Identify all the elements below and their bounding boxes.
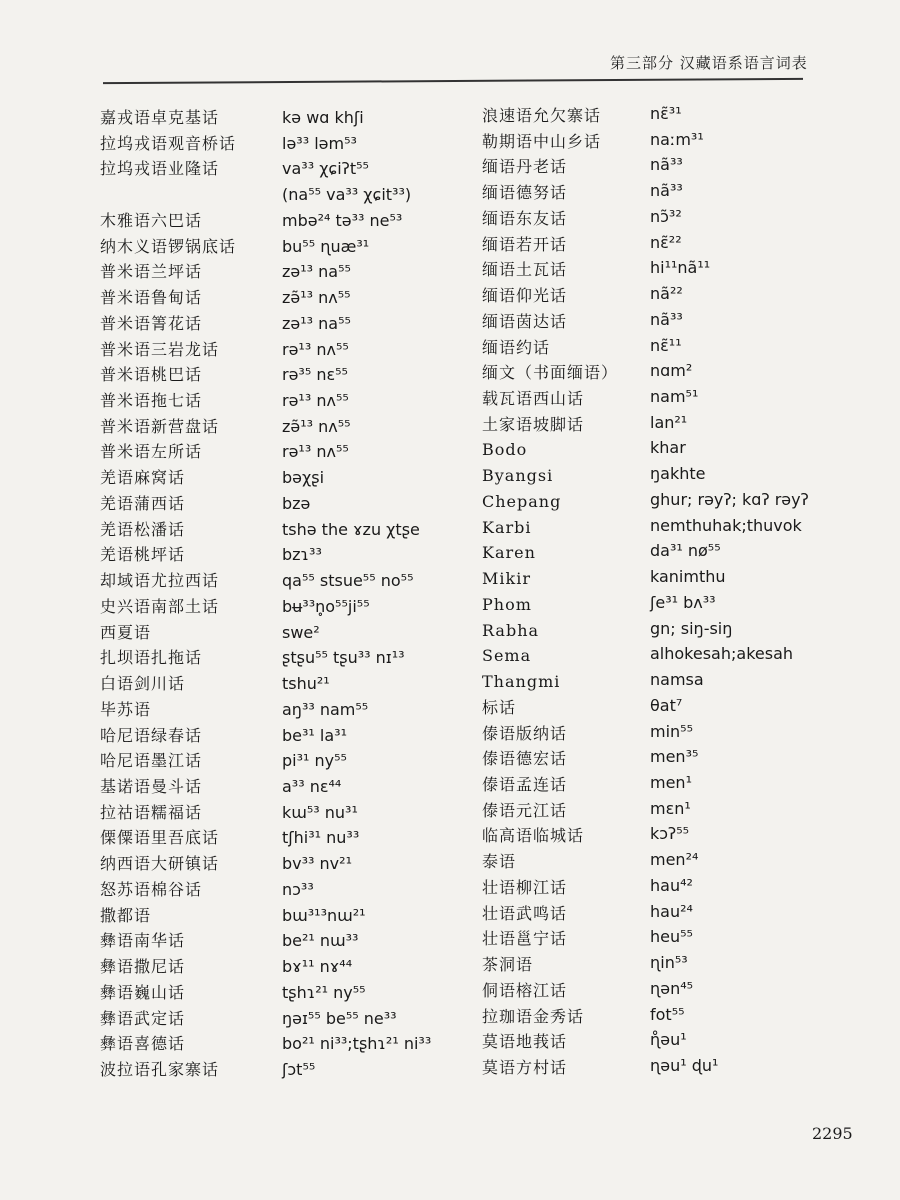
page-number: 2295 — [812, 1124, 853, 1143]
word-form: nɛ̃²² — [650, 232, 682, 252]
language-name: 浪速语允欠寨话 — [482, 106, 602, 125]
language-name: 彝语撒尼话 — [100, 957, 186, 977]
word-form: tshu²¹ — [282, 674, 330, 694]
word-form: nɛ̃³¹ — [650, 104, 682, 123]
word-form: mbə²⁴ tə³³ ne⁵³ — [282, 210, 403, 230]
word-form: alhokesah;akesah — [650, 644, 794, 664]
language-name: 普米语三岩龙话 — [100, 339, 220, 359]
language-name: 波拉语孔家寨话 — [100, 1060, 220, 1079]
language-name: 傈僳语里吾底话 — [100, 828, 220, 848]
word-form: ɳəu¹ ɖu¹ — [650, 1056, 719, 1075]
word-form: fot⁵⁵ — [650, 1004, 685, 1024]
word-form: nã³³ — [650, 181, 683, 201]
language-name: Karbi — [482, 517, 532, 537]
language-name: 缅语东友话 — [482, 208, 568, 228]
word-form: bzə — [282, 493, 311, 513]
language-name: 哈尼语墨江话 — [100, 751, 203, 771]
language-name: 毕苏语 — [100, 699, 152, 719]
word-form: a³³ nɛ⁴⁴ — [282, 776, 342, 796]
word-form: zə¹³ na⁵⁵ — [282, 262, 351, 282]
running-header: 第三部分 汉藏语系语言词表 — [610, 54, 808, 72]
word-form: hi¹¹nã¹¹ — [650, 258, 711, 278]
language-name: Mikir — [482, 569, 531, 589]
word-form: nɑm² — [650, 361, 693, 381]
word-form: gn; siŋ-siŋ — [650, 618, 733, 638]
word-form: aŋ³³ nam⁵⁵ — [282, 699, 369, 719]
language-name: 羌语桃坪话 — [100, 545, 186, 565]
language-name: 临高语临城话 — [482, 826, 585, 846]
language-name: 普米语箐花话 — [100, 313, 203, 333]
word-form: tʂhɿ²¹ ny⁵⁵ — [282, 982, 366, 1002]
word-form: min⁵⁵ — [650, 721, 693, 741]
language-name: 勒期语中山乡话 — [482, 131, 602, 151]
word-form: bo²¹ ni³³;tʂhɿ²¹ ni³³ — [282, 1034, 432, 1054]
word-form: ghur; rəyʔ; kɑʔ rəyʔ — [650, 489, 809, 509]
word-form: (na⁵⁵ va³³ χɕit³³) — [282, 185, 412, 205]
word-form: lan²¹ — [650, 412, 688, 432]
word-form: bzɿ³³ — [282, 545, 322, 565]
language-name: 壮语柳江话 — [482, 877, 568, 897]
language-name: 哈尼语绿春话 — [100, 725, 203, 745]
word-form: da³¹ nø⁵⁵ — [650, 541, 721, 561]
word-form: lə³³ ləm⁵³ — [282, 133, 357, 153]
language-name: 扎坝语扎拖话 — [100, 648, 203, 668]
language-name: 缅语仰光话 — [482, 286, 568, 306]
language-name: 缅语丹老话 — [482, 157, 568, 177]
word-form: ŋəɪ⁵⁵ be⁵⁵ ne³³ — [282, 1008, 397, 1028]
language-name: 撒都语 — [100, 905, 152, 925]
word-form: be²¹ nɯ³³ — [282, 931, 359, 951]
language-name: 莫语方村话 — [482, 1058, 568, 1077]
language-name: 泰语 — [482, 852, 517, 872]
language-name: 土家语坡脚话 — [482, 414, 585, 434]
language-name: 却域语尤拉西话 — [100, 571, 220, 591]
word-form: bɤ¹¹ nɤ⁴⁴ — [282, 957, 353, 977]
word-form: pi³¹ ny⁵⁵ — [282, 751, 347, 771]
word-form: ɳən⁴⁵ — [650, 978, 694, 998]
word-form: be³¹ la³¹ — [282, 725, 347, 745]
language-name: 普米语鲁甸话 — [100, 288, 203, 308]
language-name: 缅语茵达话 — [482, 311, 568, 331]
word-form: rə³⁵ nɛ⁵⁵ — [282, 365, 348, 385]
language-name: 茶洞语 — [482, 955, 534, 975]
word-form: rə¹³ nʌ⁵⁵ — [282, 442, 349, 462]
word-form: rə¹³ nʌ⁵⁵ — [282, 391, 349, 411]
language-name: 普米语拖七话 — [100, 391, 203, 411]
word-form: va³³ χɕiʔt⁵⁵ — [282, 159, 369, 179]
word-form: ɳin⁵³ — [650, 953, 688, 973]
word-form: swe² — [282, 622, 320, 642]
word-form: bv³³ nv²¹ — [282, 854, 352, 874]
language-name: 西夏语 — [100, 622, 152, 642]
language-name: 傣语孟连话 — [482, 774, 568, 794]
word-form: mɛn¹ — [650, 798, 691, 818]
language-name: 缅语德努话 — [482, 183, 568, 203]
language-name: 彝语武定话 — [100, 1008, 186, 1028]
word-form: bʉ³³n̥o⁵⁵ji⁵⁵ — [282, 596, 370, 616]
word-form: men³⁵ — [650, 747, 699, 767]
word-form: khar — [650, 438, 686, 458]
word-form: nɛ̃¹¹ — [650, 335, 682, 355]
word-form: bɯ³¹³nɯ²¹ — [282, 905, 366, 925]
language-name: 彝语南华话 — [100, 931, 186, 951]
language-name: Bodo — [482, 440, 528, 460]
word-form: nã³³ — [650, 155, 683, 175]
language-name: 纳木义语锣锅底话 — [100, 236, 237, 256]
language-name: 纳西语大研镇话 — [100, 854, 220, 874]
language-name: 缅语土瓦话 — [482, 260, 568, 280]
word-form: nemthuhak;thuvok — [650, 515, 802, 535]
word-form: men²⁴ — [650, 850, 699, 870]
word-form: zə̃¹³ nʌ⁵⁵ — [282, 416, 351, 436]
word-form: ʃɔt⁵⁵ — [282, 1060, 316, 1079]
language-name: 侗语榕江话 — [482, 980, 568, 1000]
word-form: ʃe³¹ bʌ³³ — [650, 592, 716, 612]
language-name: 普米语兰坪话 — [100, 262, 203, 282]
word-form: hau²⁴ — [650, 901, 693, 921]
language-name: 拉祜语糯福话 — [100, 802, 203, 822]
language-name: 拉坞戎语观音桥话 — [100, 133, 237, 153]
language-name: 缅语若开话 — [482, 234, 568, 254]
word-form: heu⁵⁵ — [650, 927, 693, 947]
word-form: ɳ̊əu¹ — [650, 1030, 687, 1050]
word-form: tshə the ɤzu χtʂe — [282, 519, 420, 539]
word-form: nã³³ — [650, 309, 683, 329]
language-name: 普米语桃巴话 — [100, 365, 203, 385]
word-form: kə wɑ khʃi — [282, 108, 364, 127]
word-form: rə¹³ nʌ⁵⁵ — [282, 339, 349, 359]
language-name: 基诺语曼斗话 — [100, 776, 203, 796]
word-form: zə¹³ na⁵⁵ — [282, 313, 351, 333]
word-form: nɔ̃³² — [650, 206, 682, 226]
word-form: zə̃¹³ nʌ⁵⁵ — [282, 288, 351, 308]
language-name: Sema — [482, 646, 532, 666]
word-form: namsa — [650, 670, 704, 690]
word-form: ʂtʂu⁵⁵ tʂu³³ nɪ¹³ — [282, 648, 405, 668]
word-form: nã²² — [650, 284, 683, 304]
language-name: Phom — [482, 594, 532, 614]
language-name: 傣语德宏话 — [482, 749, 568, 769]
language-name: 羌语松潘话 — [100, 519, 186, 539]
word-form: nam⁵¹ — [650, 387, 699, 407]
word-form: hau⁴² — [650, 875, 693, 895]
language-name: 白语剑川话 — [100, 674, 186, 694]
word-form: ŋakhte — [650, 464, 706, 484]
language-name: 普米语左所话 — [100, 442, 203, 462]
language-name: Thangmi — [482, 672, 561, 692]
language-name: 彝语巍山话 — [100, 982, 186, 1002]
language-name: 嘉戎语卓克基话 — [100, 108, 220, 127]
language-name: 史兴语南部土话 — [100, 596, 220, 616]
word-form: kɔʔ⁵⁵ — [650, 824, 690, 844]
language-name: 羌语蒲西话 — [100, 493, 186, 513]
language-name: 怒苏语棉谷话 — [100, 879, 203, 899]
language-name: 拉坞戎语业隆话 — [100, 159, 220, 179]
language-name: 傣语元江话 — [482, 800, 568, 820]
word-form: qa⁵⁵ stsue⁵⁵ no⁵⁵ — [282, 571, 414, 591]
language-name: 缅语约话 — [482, 337, 551, 357]
language-name: 拉珈语金秀话 — [482, 1006, 585, 1026]
word-form: kanimthu — [650, 567, 726, 587]
language-name: 缅文（书面缅语） — [482, 363, 619, 383]
language-name: 标话 — [482, 697, 517, 717]
language-name: 羌语麻窝话 — [100, 468, 186, 488]
word-form: kɯ⁵³ nu³¹ — [282, 802, 358, 822]
word-form: nɔ³³ — [282, 879, 314, 899]
word-form: bəχʂi — [282, 468, 325, 488]
language-name: 彝语喜德话 — [100, 1034, 186, 1054]
language-name: 莫语地莪话 — [482, 1032, 568, 1052]
word-form: tʃhi³¹ nu³³ — [282, 828, 360, 848]
word-form: θat⁷ — [650, 695, 683, 715]
word-form: bu⁵⁵ ɳuæ³¹ — [282, 236, 370, 256]
language-name: Karen — [482, 543, 536, 563]
language-name: Byangsi — [482, 466, 554, 486]
language-name: 傣语版纳话 — [482, 723, 568, 743]
word-form: men¹ — [650, 772, 692, 792]
word-form: naːm³¹ — [650, 129, 704, 149]
language-name: 壮语邕宁话 — [482, 929, 568, 949]
language-name: 壮语武鸣话 — [482, 903, 568, 923]
language-name: 载瓦语西山话 — [482, 389, 585, 409]
language-name: 普米语新营盘话 — [100, 416, 220, 436]
header-rule — [103, 78, 803, 84]
language-name: Chepang — [482, 491, 562, 511]
language-name: 木雅语六巴话 — [100, 210, 203, 230]
language-name: Rabha — [482, 620, 540, 640]
